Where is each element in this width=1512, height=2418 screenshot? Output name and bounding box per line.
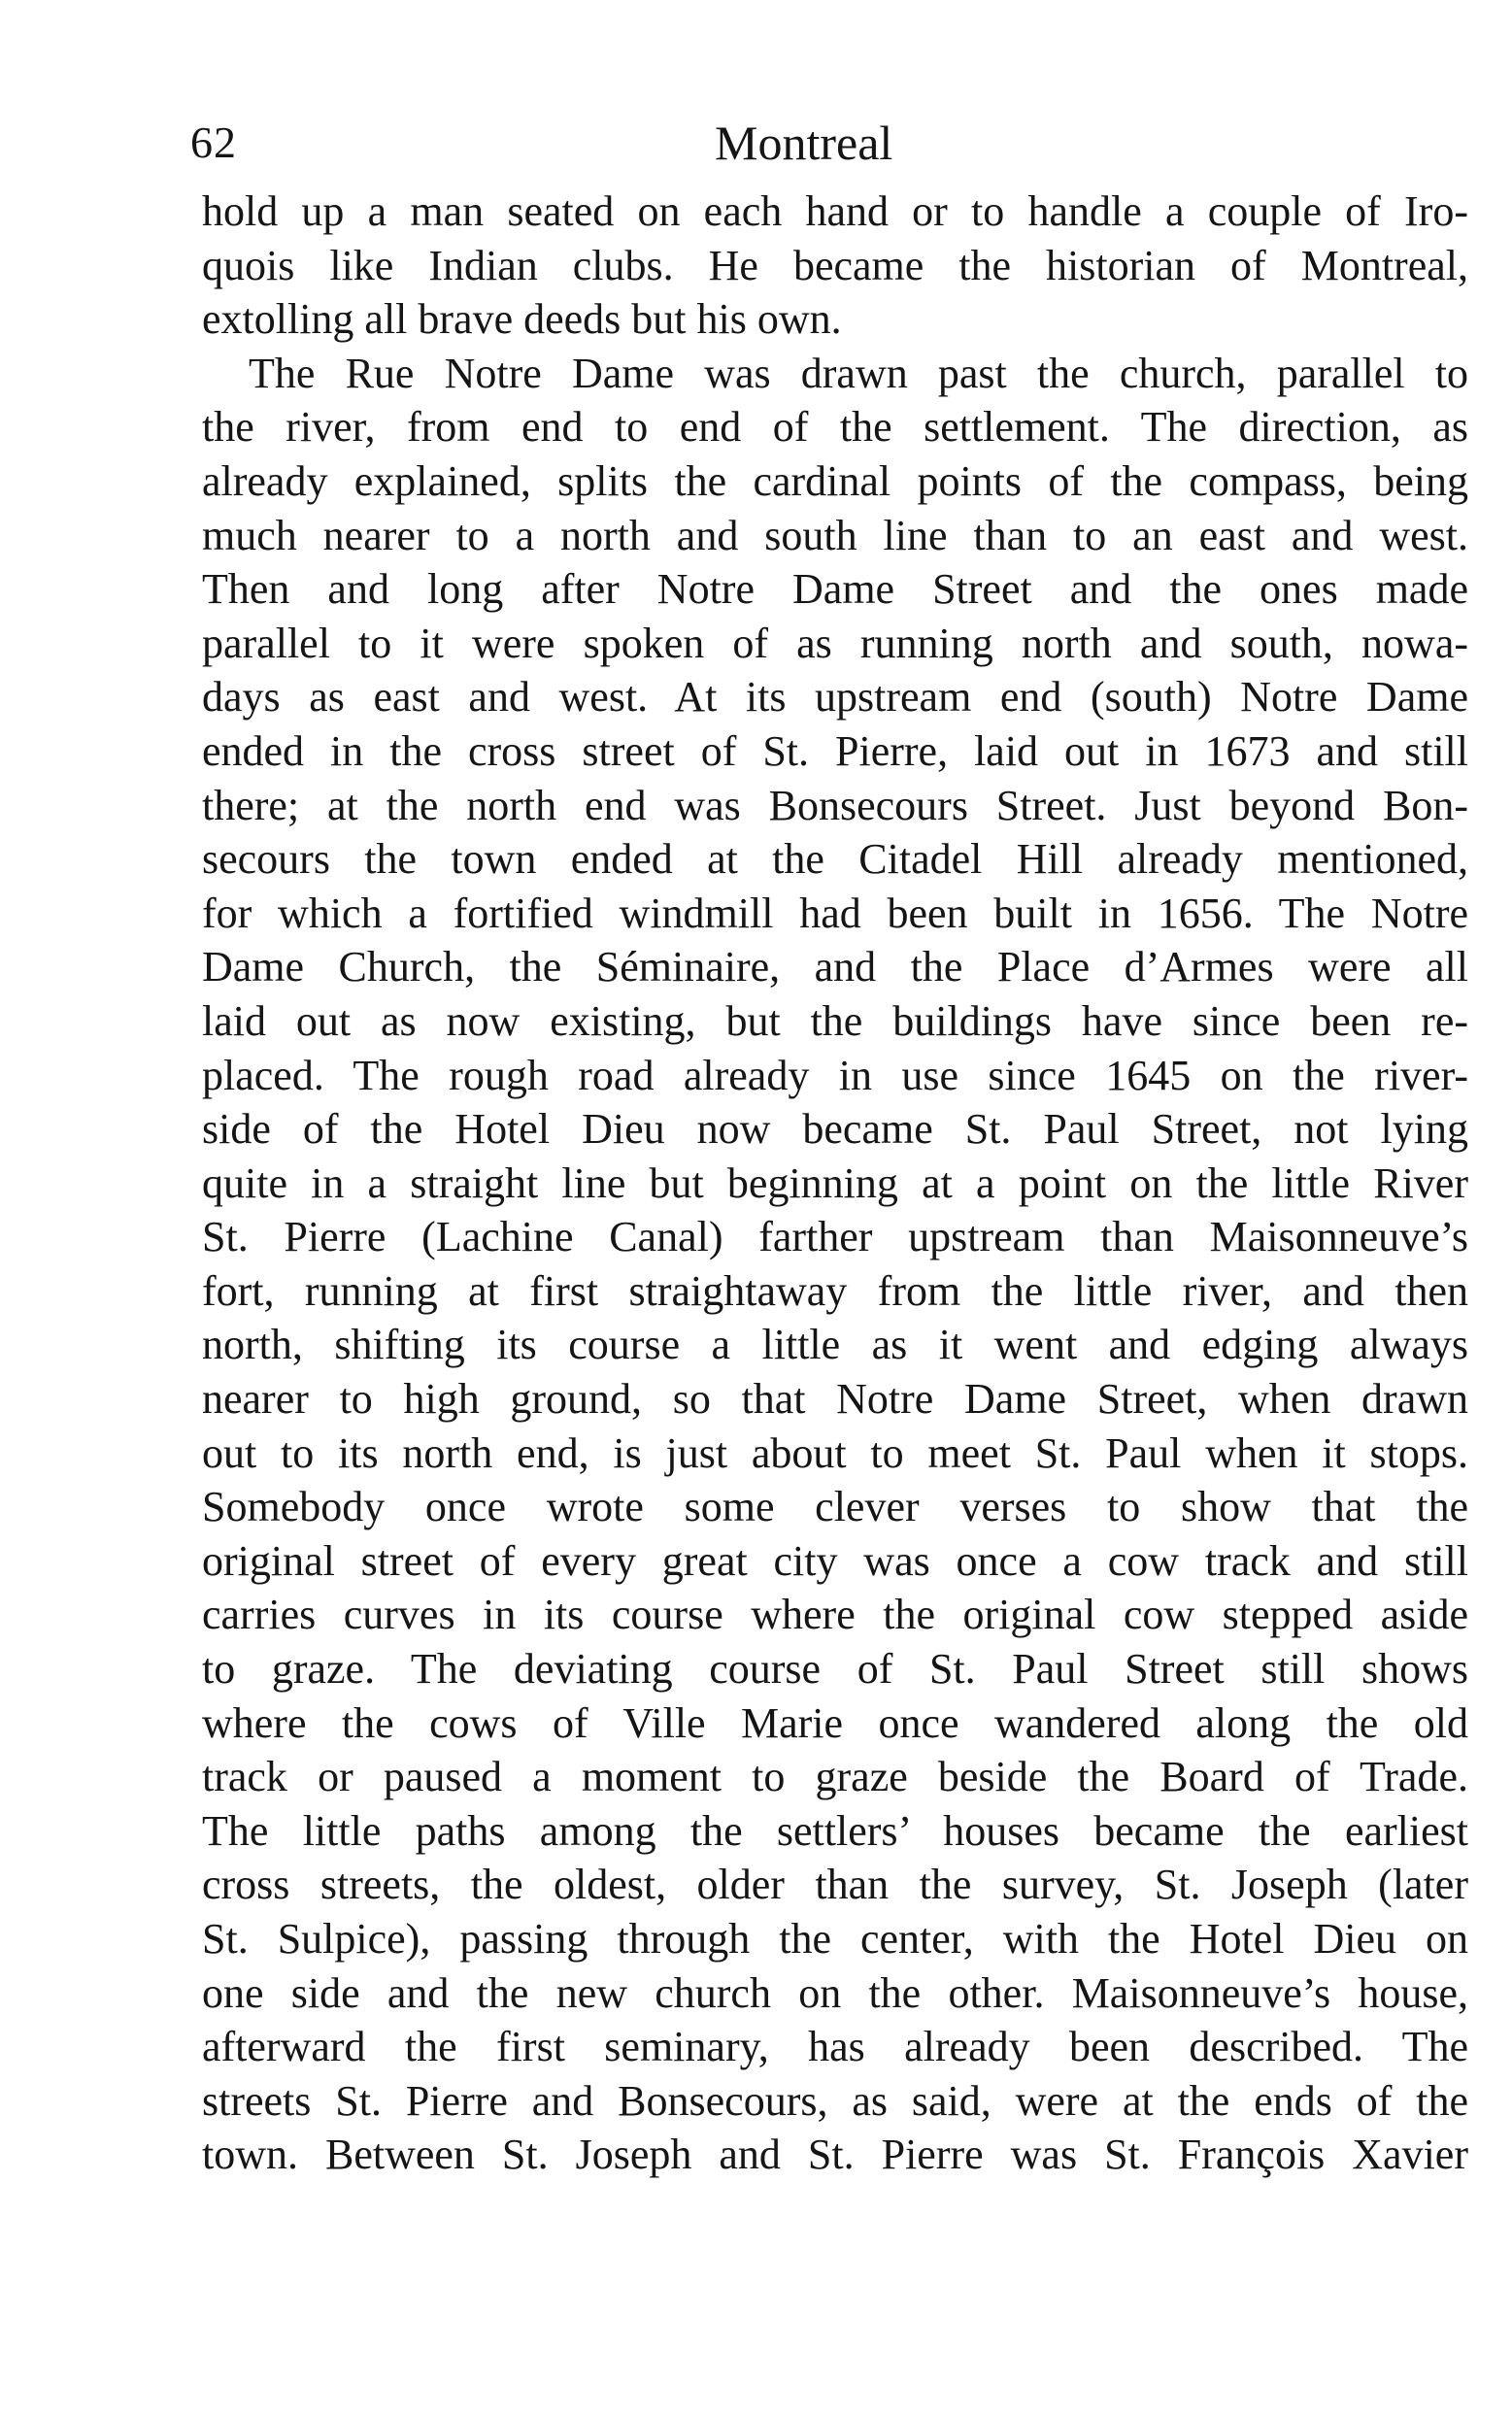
page-number: 62 [190, 118, 237, 167]
text-line: St. Sulpice), passing through the center, with the Hotel Dieu on [202, 1915, 1468, 1963]
text-line: out to its north end, is just about to meet St. Paul when it stops. [202, 1428, 1468, 1477]
text-line: secours the town ended at the Citadel Hill already mentioned, [202, 835, 1468, 884]
text-line: extolling all brave deeds but his own. [202, 295, 842, 344]
text-line: where the cows of Ville Marie once wandered along the old [202, 1698, 1468, 1747]
text-line: track or paused a moment to graze beside the Board of Trade. [202, 1753, 1468, 1801]
text-line: streets St. Pierre and Bonsecours, as said, were at the ends of the [202, 2076, 1468, 2125]
text-line: days as east and west. At its upstream end (south) Notre Dame [202, 673, 1468, 722]
text-line: placed. The rough road already in use since 1645 on the river- [202, 1051, 1468, 1099]
text-line: already explained, splits the cardinal points of the compass, being [202, 456, 1468, 505]
text-line: the river, from end to end of the settlement. The direction, as [202, 403, 1468, 452]
paragraph-first-line: The Rue Notre Dame was drawn past the church, parallel to [249, 349, 1468, 397]
text-line: hold up a man seated on each hand or to handle a couple of Iro- [202, 187, 1468, 235]
text-line: parallel to it were spoken of as running north and south, nowa- [202, 619, 1468, 667]
text-line: The little paths among the settlers’ houses became the earliest [202, 1806, 1468, 1855]
running-head [190, 109, 1453, 177]
text-line: there; at the north end was Bonsecours Street. Just beyond Bon- [202, 781, 1468, 829]
text-line: side of the Hotel Dieu now became St. Paul Street, not lying [202, 1105, 1468, 1154]
text-line: quois like Indian clubs. He became the historian of Montreal, [202, 241, 1468, 289]
text-line: to graze. The deviating course of St. Paul Street still shows [202, 1645, 1468, 1694]
running-title: Montreal [715, 116, 893, 170]
text-line: Dame Church, the Séminaire, and the Place d’Armes were all [202, 943, 1468, 991]
text-line: Then and long after Notre Dame Street and the ones made [202, 565, 1468, 614]
text-line: nearer to high ground, so that Notre Dame Street, when drawn [202, 1375, 1468, 1424]
text-line: cross streets, the oldest, older than the survey, St. Joseph (later [202, 1861, 1468, 1909]
text-line: original street of every great city was once a cow track and still [202, 1536, 1468, 1585]
text-line: much nearer to a north and south line than to an east and west. [202, 511, 1468, 559]
body-text [202, 185, 1468, 2182]
text-line: north, shifting its course a little as it went and edging always [202, 1321, 1468, 1369]
text-line: St. Pierre (Lachine Canal) farther upstream than Maisonneuve’s [202, 1213, 1468, 1261]
text-line: one side and the new church on the other. Maisonneuve’s house, [202, 1968, 1468, 2017]
text-line: afterward the first seminary, has already been described. The [202, 2023, 1468, 2071]
text-line: Somebody once wrote some clever verses to show that the [202, 1483, 1468, 1531]
text-line: carries curves in its course where the original cow stepped aside [202, 1591, 1468, 1639]
text-line: quite in a straight line but beginning at a point on the little River [202, 1159, 1468, 1207]
text-line: for which a fortified windmill had been built in 1656. The Notre [202, 889, 1468, 937]
text-line: ended in the cross street of St. Pierre, laid out in 1673 and still [202, 726, 1468, 775]
text-line: town. Between St. Joseph and St. Pierre was St. François Xavier [202, 2131, 1468, 2179]
text-line: laid out as now existing, but the buildings have since been re- [202, 996, 1468, 1045]
text-line: fort, running at first straightaway from the little river, and then [202, 1266, 1468, 1315]
